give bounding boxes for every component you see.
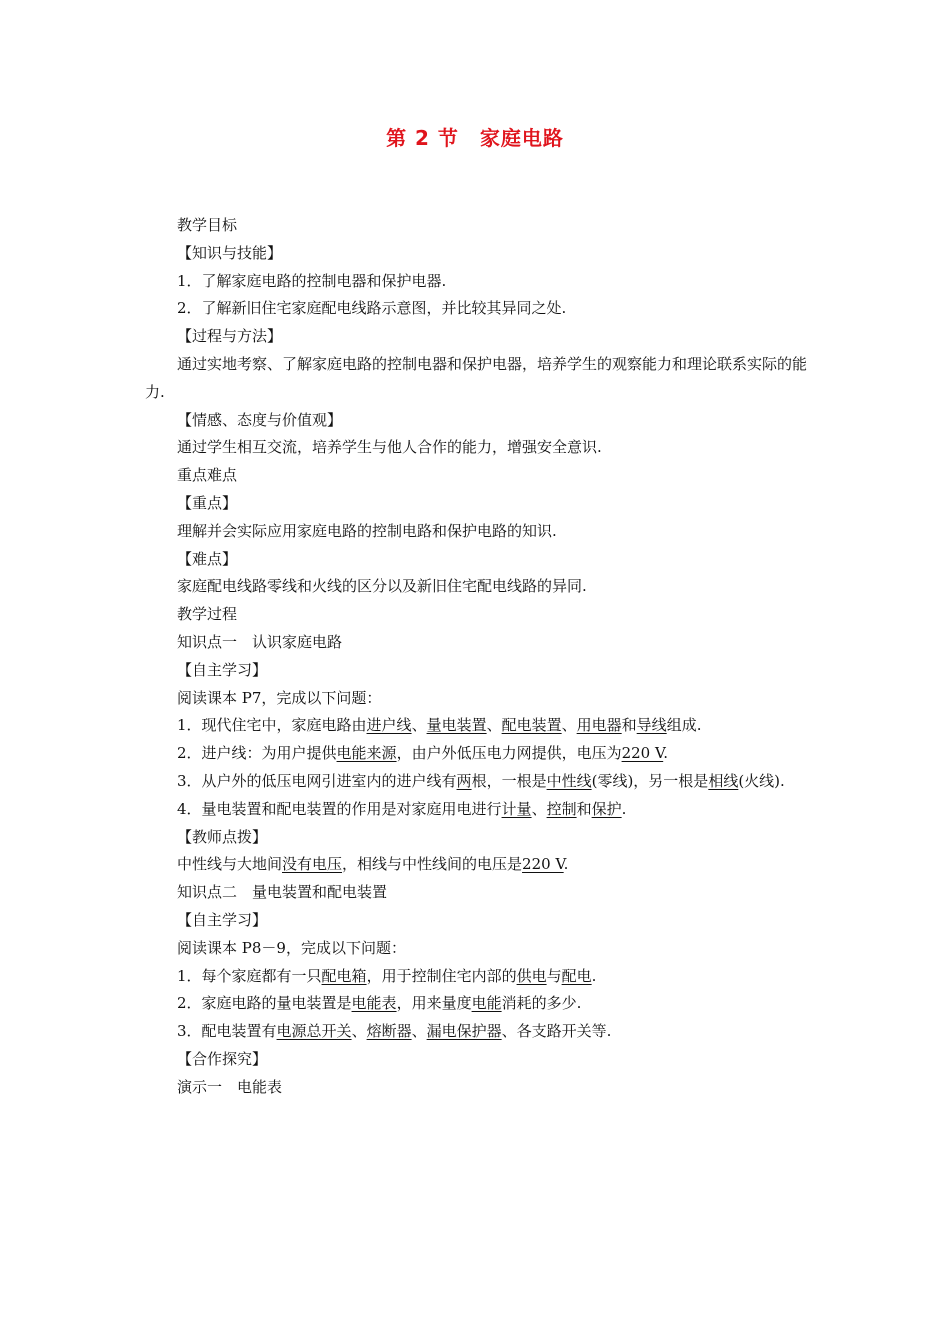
text-segment: 演示一 电能表 — [177, 1077, 283, 1096]
text-segment: 2．进户线：为用户提供 — [177, 744, 337, 763]
paragraph — [145, 573, 810, 601]
text-segment: 阅读课本 P8－9，完成以下问题： — [177, 938, 406, 957]
paragraph — [145, 240, 810, 268]
paragraph — [145, 295, 810, 323]
paragraph — [145, 1074, 810, 1102]
text-segment: 【自主学习】 — [177, 910, 268, 929]
text-segment: 【难点】 — [177, 549, 238, 568]
text-segment: 【自主学习】 — [177, 660, 268, 679]
answer-blank: 电能来源 — [336, 744, 397, 763]
answer-blank: 电能表 — [351, 994, 397, 1013]
text-segment: . — [663, 744, 668, 763]
paragraph — [145, 1018, 810, 1046]
answer-blank: 电能 — [471, 994, 502, 1013]
paragraph — [145, 323, 810, 351]
paragraph — [145, 935, 810, 963]
paragraph — [145, 879, 810, 907]
text-segment: 、 — [411, 716, 427, 735]
text-segment: 、 — [411, 1022, 427, 1041]
text-segment: 通过学生相互交流，培养学生与他人合作的能力，增强安全意识. — [177, 438, 602, 457]
answer-blank: 220 V — [621, 744, 664, 763]
answer-blank: 控制 — [546, 799, 577, 818]
answer-blank: 220 V — [522, 855, 564, 874]
paragraph — [145, 434, 810, 462]
text-segment: 【重点】 — [177, 493, 238, 512]
text-segment: . — [563, 855, 569, 874]
text-segment: 、 — [351, 1022, 367, 1041]
paragraph — [145, 629, 810, 657]
text-segment: ，用于控制住宅内部的 — [366, 966, 517, 985]
paragraph — [145, 268, 810, 296]
text-segment: 和 — [576, 799, 592, 818]
text-segment: 阅读课本 P7，完成以下问题： — [177, 688, 382, 707]
text-segment: 、 — [486, 716, 502, 735]
answer-blank: 导线 — [636, 716, 667, 735]
paragraph — [145, 768, 810, 796]
text-segment: 、 — [561, 716, 577, 735]
answer-blank: 没有电压 — [282, 855, 343, 874]
document-body — [145, 212, 810, 1102]
paragraph — [145, 657, 810, 685]
answer-blank: 熔断器 — [366, 1022, 412, 1041]
answer-blank: 两 — [456, 771, 472, 790]
text-segment: 【过程与方法】 — [177, 327, 283, 346]
paragraph — [145, 601, 810, 629]
answer-blank: 相线 — [708, 771, 739, 790]
text-segment: ，用来量度 — [396, 994, 472, 1013]
answer-blank: 量电装置 — [426, 716, 487, 735]
answer-blank: 漏电保护器 — [426, 1022, 502, 1041]
paragraph — [145, 907, 810, 935]
answer-blank: 保护 — [591, 799, 622, 818]
answer-blank: 中性线 — [546, 771, 592, 790]
text-segment: 组成. — [666, 716, 702, 735]
paragraph — [145, 212, 810, 240]
text-segment: 知识点二 量电装置和配电装置 — [177, 883, 388, 902]
text-segment: 消耗的多少. — [501, 994, 582, 1013]
text-segment: 知识点一 认识家庭电路 — [177, 632, 343, 651]
paragraph — [145, 546, 810, 574]
paragraph — [145, 796, 810, 824]
text-segment: ，相线与中性线间的电压是 — [342, 855, 523, 874]
paragraph — [145, 462, 810, 490]
paragraph — [145, 490, 810, 518]
answer-blank: 配电装置 — [501, 716, 562, 735]
paragraph — [145, 963, 810, 991]
text-segment: 通过实地考察、了解家庭电路的控制电器和保护电器，培养学生的观察能力和理论联系实际的能力. — [145, 354, 808, 401]
text-segment: 中性线与大地间 — [177, 855, 283, 874]
paragraph — [145, 740, 810, 768]
text-segment: 教学目标 — [177, 216, 238, 234]
paragraph — [145, 851, 810, 879]
text-segment: 【合作探究】 — [177, 1049, 268, 1068]
answer-blank: 进户线 — [366, 716, 412, 735]
text-segment: 与 — [546, 966, 562, 985]
text-segment: 【知识与技能】 — [177, 243, 283, 262]
text-segment: ，由户外低压电力网提供，电压为 — [396, 744, 622, 763]
text-segment: . — [591, 966, 597, 985]
text-segment: (零线)，另一根是 — [591, 771, 709, 790]
answer-blank: 计量 — [501, 799, 532, 818]
answer-blank: 电源总开关 — [276, 1022, 352, 1041]
text-segment: 家庭配电线路零线和火线的区分以及新旧住宅配电线路的异同. — [177, 577, 587, 596]
paragraph — [145, 351, 810, 407]
text-segment: 重点难点 — [177, 466, 238, 485]
paragraph — [145, 712, 810, 740]
text-segment: . — [621, 799, 627, 818]
text-segment: 、 — [531, 799, 547, 818]
answer-blank: 配电箱 — [321, 966, 367, 985]
text-segment: 【情感、态度与价值观】 — [177, 410, 343, 429]
page-title: 第 2 节 家庭电路 — [386, 126, 564, 150]
paragraph — [145, 824, 810, 852]
text-segment: 理解并会实际应用家庭电路的控制电路和保护电路的知识. — [177, 521, 557, 540]
text-segment: 1．每个家庭都有一只 — [177, 966, 322, 985]
text-segment: 4．量电装置和配电装置的作用是对家庭用电进行 — [177, 799, 502, 818]
answer-blank: 配电 — [561, 966, 592, 985]
paragraph — [145, 407, 810, 435]
text-segment: 3．配电装置有 — [177, 1022, 277, 1041]
text-segment: 教学过程 — [177, 605, 238, 624]
text-segment: 和 — [621, 716, 637, 735]
text-segment: (火线). — [738, 771, 785, 790]
paragraph — [145, 685, 810, 713]
answer-blank: 用电器 — [576, 716, 622, 735]
paragraph — [145, 518, 810, 546]
text-segment: 1．现代住宅中，家庭电路由 — [177, 716, 367, 735]
answer-blank: 供电 — [516, 966, 547, 985]
text-segment: 、各支路开关等. — [501, 1022, 612, 1041]
text-segment: 3．从户外的低压电网引进室内的进户线有 — [177, 771, 457, 790]
text-segment: 1．了解家庭电路的控制电器和保护电器. — [177, 271, 447, 290]
text-segment: 【教师点拨】 — [177, 827, 268, 846]
text-segment: 2．家庭电路的量电装置是 — [177, 994, 352, 1013]
paragraph — [145, 1046, 810, 1074]
text-segment: 根，一根是 — [471, 771, 547, 790]
text-segment: 2．了解新旧住宅家庭配电线路示意图，并比较其异同之处. — [177, 299, 567, 318]
paragraph — [145, 990, 810, 1018]
